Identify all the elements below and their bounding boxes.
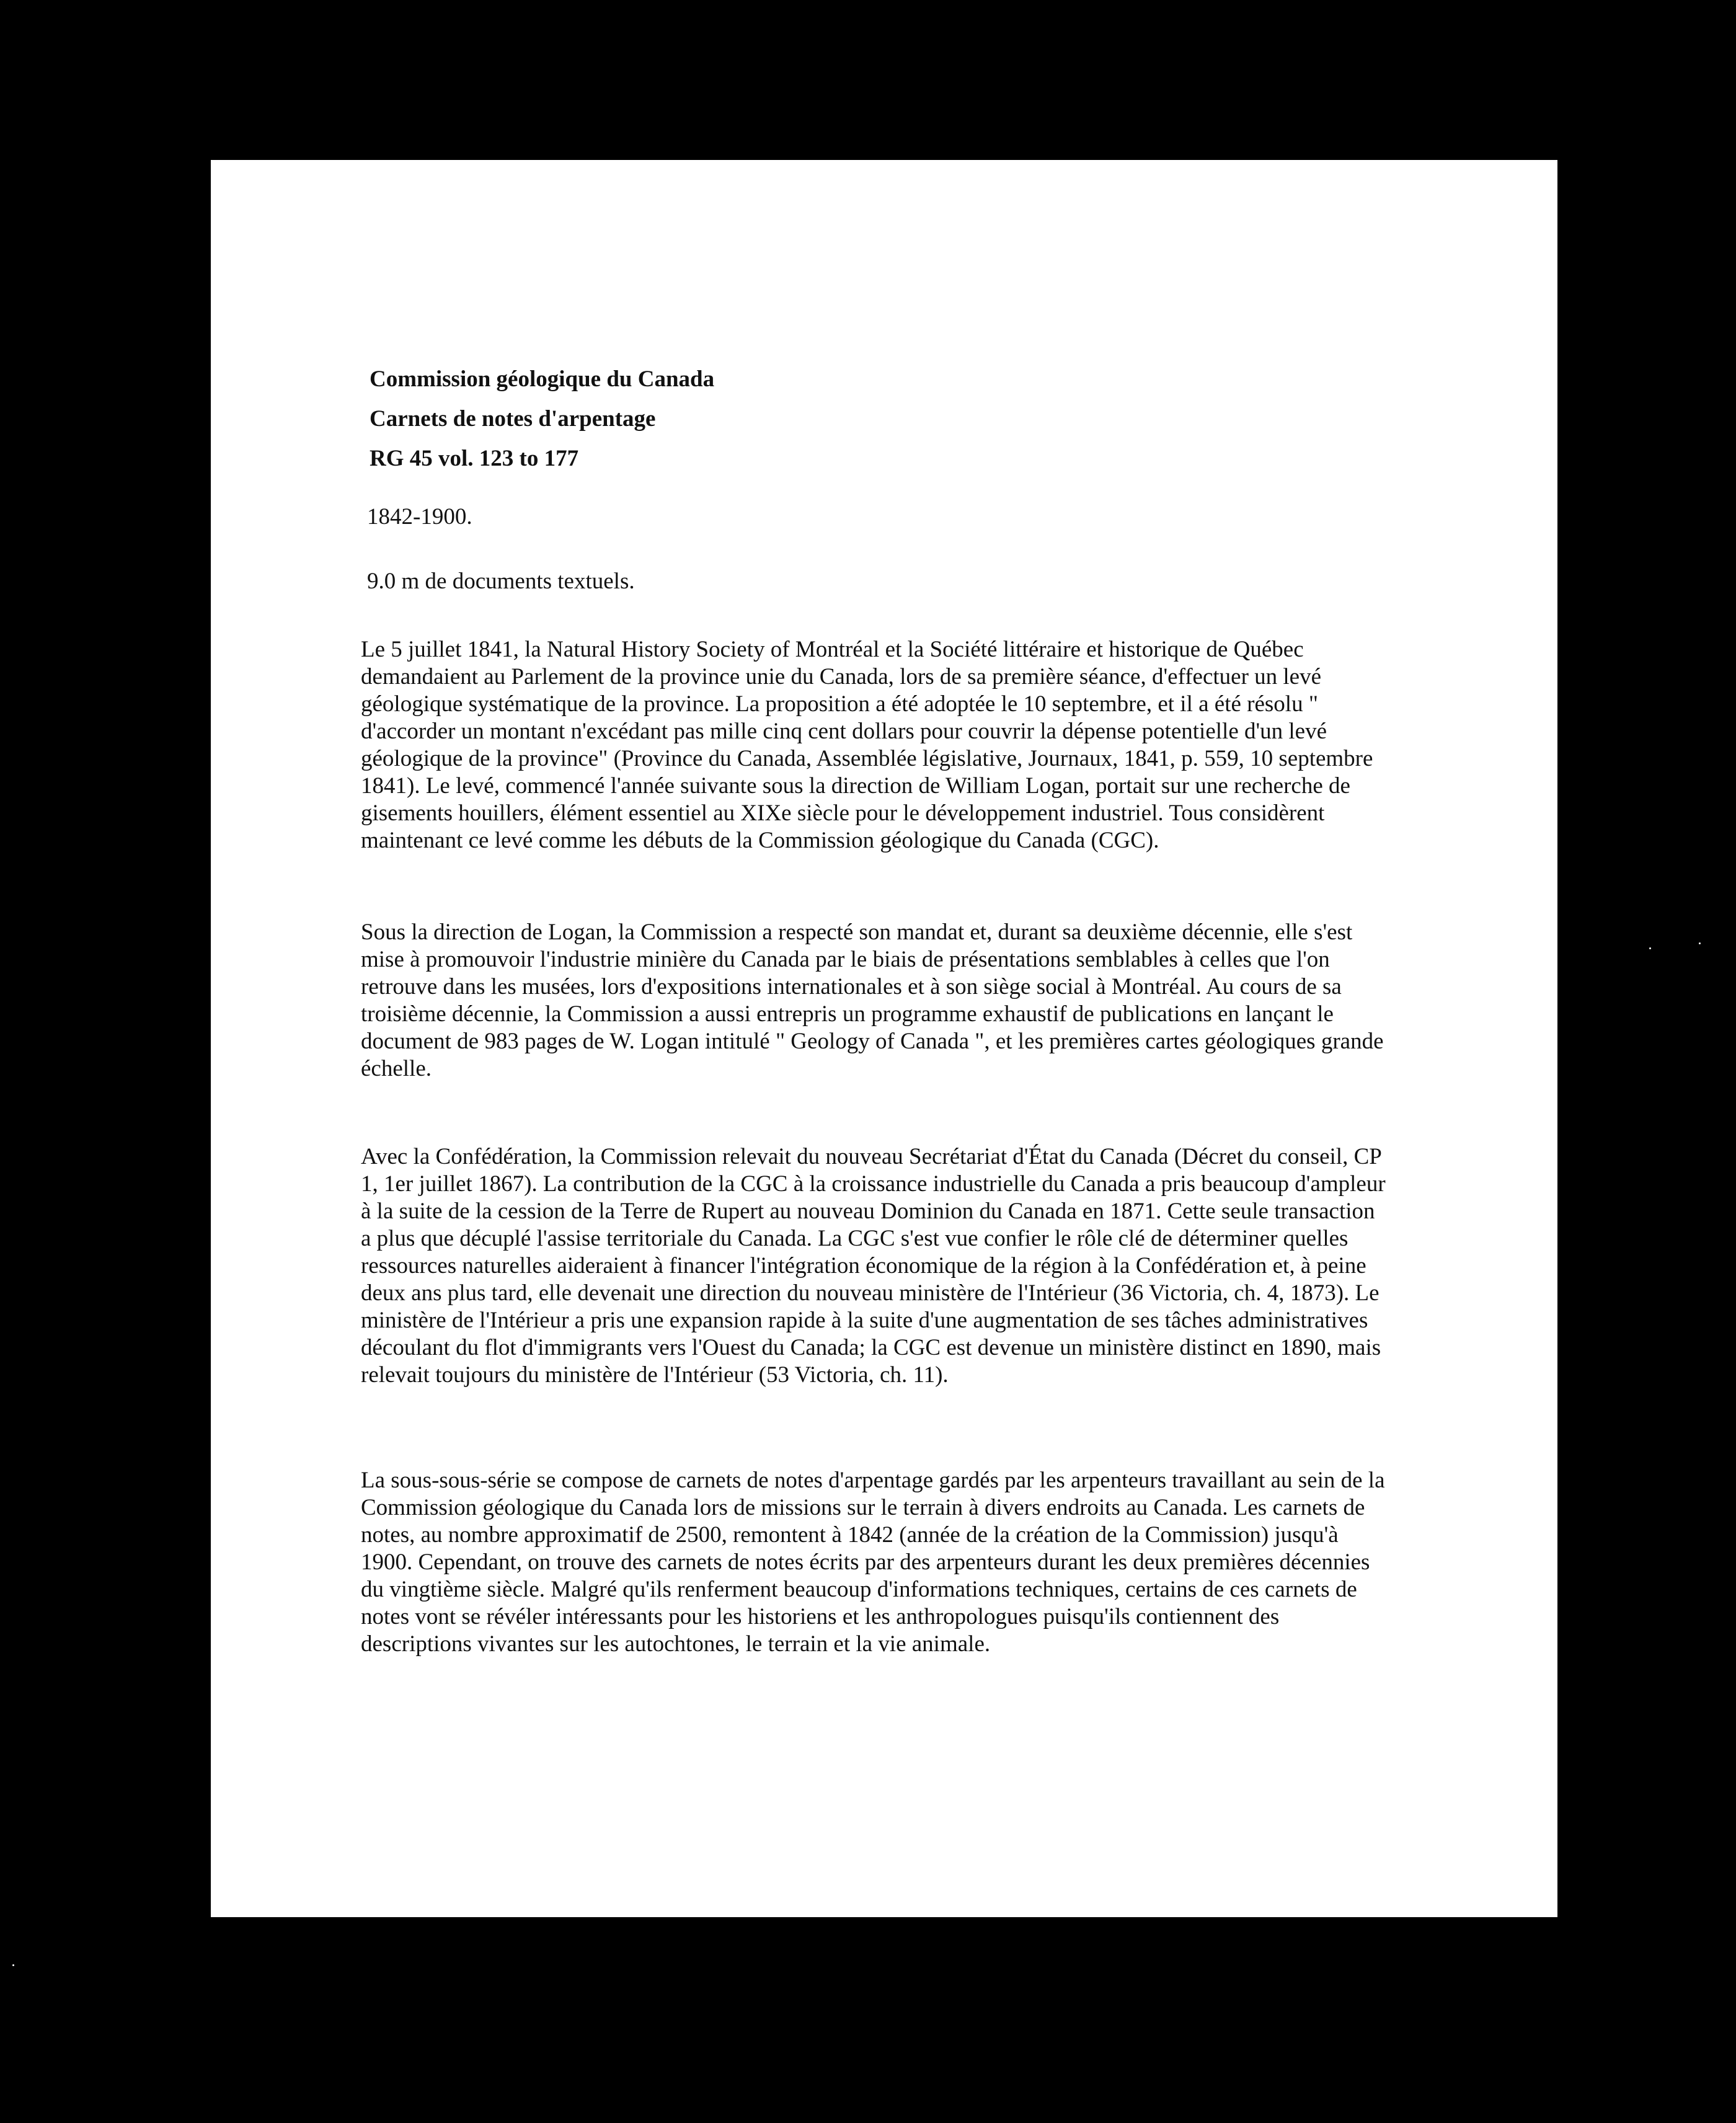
date-range: 1842-1900.	[367, 504, 472, 530]
paragraph-logan: Sous la direction de Logan, la Commission a respecté son mandat et, durant sa deuxième décennie, elle s'est mise à promouvoir l'industrie minière du Canada par le biais de présentations semblables à celles que l'on retrouve dans les musées, lors d'expositions internationales et à son siège social à Montréal. Au cours de sa troisième décennie, la Commission a aussi entrepris un programme exhaustif de publications en lançant le document de 983 pages de W. Logan intitulé " Geology of Canada ", et les premières cartes géologiques grande échelle.	[361, 920, 1384, 1081]
paragraph-history: Le 5 juillet 1841, la Natural History Society of Montréal et la Société littéraire et historique de Québec demandaient au Parlement de la province unie du Canada, lors de sa première séance, d'effectuer un levé géologique systématique de la province. La proposition a été adoptée le 10 septembre, et il a été résolu " d'accorder un montant n'excédant pas mille cinq cent dollars pour couvrir la dépense potentielle d'un levé géologique de la province" (Province du Canada, Assemblée législative, Journaux, 1841, p. 559, 10 septembre 1841). Le levé, commencé l'année suivante sous la direction de William Logan, portait sur une recherche de gisements houillers, élément essentiel au XIXe siècle pour le développement industriel. Tous considèrent maintenant ce levé comme les débuts de la Commission géologique du Canada (CGC).	[361, 637, 1373, 853]
extent-statement: 9.0 m de documents textuels.	[367, 569, 635, 594]
scan-speck	[1699, 942, 1701, 944]
header-reference: RG 45 vol. 123 to 177	[370, 446, 579, 471]
document-header	[370, 360, 1176, 479]
header-subtitle: Carnets de notes d'arpentage	[370, 406, 656, 432]
header-title: Commission géologique du Canada	[370, 366, 715, 392]
document-page	[211, 160, 1557, 1917]
scan-speck	[1649, 947, 1651, 949]
scan-speck	[12, 1964, 14, 1966]
paragraph-confederation: Avec la Confédération, la Commission relevait du nouveau Secrétariat d'État du Canada (Décret du conseil, CP 1, 1er juillet 1867). La contribution de la CGC à la croissance industrielle du Canada a pris beaucoup d'ampleur à la suite de la cession de la Terre de Rupert au nouveau Dominion du Canada en 1871. Cette seule transaction a plus que décuplé l'assise territoriale du Canada. La CGC s'est vue confier le rôle clé de déterminer quelles ressources naturelles aideraient à financer l'intégration économique de la région à la Confédération et, à peine deux ans plus tard, elle devenait une direction du nouveau ministère de l'Intérieur (36 Victoria, ch. 4, 1873). Le ministère de l'Intérieur a pris une expansion rapide à la suite d'une augmentation de ses tâches administratives découlant du flot d'immigrants vers l'Ouest du Canada; la CGC est devenue un ministère distinct en 1890, mais relevait toujours du ministère de l'Intérieur (53 Victoria, ch. 11).	[361, 1144, 1386, 1388]
paragraph-scope: La sous-sous-série se compose de carnets de notes d'arpentage gardés par les arpenteurs travaillant au sein de la Commission géologique du Canada lors de missions sur le terrain à divers endroits au Canada. Les carnets de notes, au nombre approximatif de 2500, remontent à 1842 (année de la création de la Commission) jusqu'à 1900. Cependant, on trouve des carnets de notes écrits par des arpenteurs durant les deux premières décennies du vingtième siècle. Malgré qu'ils renferment beaucoup d'informations techniques, certains de ces carnets de notes vont se révéler intéressants pour les historiens et les anthropologues puisqu'ils contiennent des descriptions vivantes sur les autochtones, le terrain et la vie animale.	[361, 1468, 1385, 1657]
